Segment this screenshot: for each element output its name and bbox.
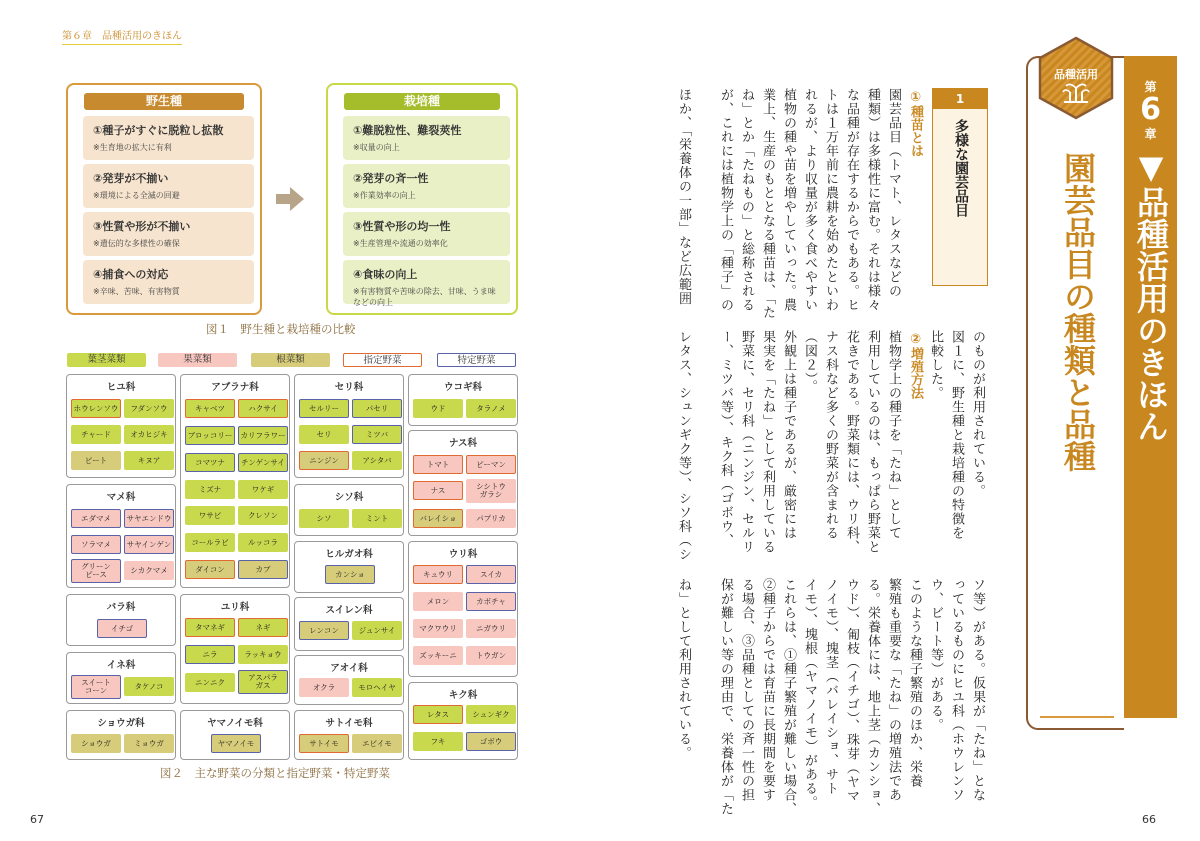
family-title: ユリ科 [220, 602, 250, 613]
wild-item [83, 212, 254, 256]
family-ukogi [408, 374, 518, 426]
page-number-right: 66 [1142, 813, 1156, 826]
vegetable-chip: モロヘイヤ [352, 678, 402, 697]
family-aburana [180, 374, 290, 588]
body-line: これらは、①種子繁殖が難しい場合、 [781, 578, 796, 816]
vegetable-chip: メロン [413, 592, 463, 611]
family-ine [66, 652, 176, 704]
cultivated-item [343, 116, 510, 160]
wild-species-panel [66, 83, 262, 315]
wild-header: 野生種 [84, 93, 244, 110]
vegetable-chip: ミョウガ [124, 734, 174, 753]
vegetable-chip: エダマメ [71, 509, 121, 528]
chapter-label-bottom: 章 [1144, 127, 1157, 141]
body-line: 外観上は種子であるが、厳密には [781, 330, 796, 540]
body-line: 果実を「たね」として利用している [760, 330, 775, 554]
family-uri [408, 541, 518, 677]
vegetable-chip: サヤエンドウ [124, 509, 174, 528]
cultivated-species-panel [326, 83, 518, 315]
cultivated-item-note: ※生産管理や流通の効率化 [353, 239, 448, 248]
body-line: 繁殖も重要な「たね」の増殖法であ [886, 578, 901, 802]
family-title: イネ科 [106, 660, 136, 671]
body-line: な品種が存在するからでもある。ヒ [844, 88, 859, 312]
body-line: ウ、ビート等）がある。 [928, 578, 943, 732]
cultivated-item-note: ※有害物質や苦味の除去、甘味、うま味などの向上 [353, 287, 496, 307]
body-line: 図１に、野生種と栽培種の特徴を [949, 330, 964, 540]
vegetable-chip: シソ [299, 509, 349, 528]
cultivated-item-title: ①難脱粒性、難裂莢性 [353, 124, 462, 137]
vegetable-chip: ルッコラ [238, 533, 288, 552]
vegetable-chip: ニンニク [185, 673, 235, 692]
vegetable-chip: ホウレンソウ [71, 399, 121, 418]
vegetable-chip: ショウガ [71, 734, 121, 753]
legend-fruit-vegetables: 果菜類 [158, 353, 237, 367]
body-line: っているものにヒユ科（ホウレンソ [949, 578, 964, 802]
vegetable-chip: セリ [299, 425, 349, 444]
family-title: ショウガ科 [97, 718, 145, 729]
wild-item [83, 116, 254, 160]
family-seri [294, 374, 404, 478]
wild-item [83, 260, 254, 304]
body-line: のものが利用されている。 [970, 330, 985, 498]
family-title: ウリ科 [448, 549, 478, 560]
chapter-number-block [1124, 78, 1177, 142]
body-line: 保が難しい等の理由で、栄養体が「た [718, 578, 733, 816]
family-title: ヒユ科 [106, 382, 136, 393]
family-mame [66, 484, 176, 588]
vegetable-chip: レタス [413, 705, 463, 724]
cultivated-item-note: ※収量の向上 [353, 143, 400, 152]
chapter-label-top: 第 [1144, 80, 1157, 94]
vegetable-chip: ジュンサイ [352, 621, 402, 640]
vegetable-chip: カンショ [325, 565, 375, 584]
body-line: ナス科など多くの野菜が含まれる [823, 330, 838, 540]
family-title: マメ科 [106, 492, 136, 503]
vegetable-chip: ゴボウ [466, 732, 516, 751]
body-line: れるが、より収量が多く食べやすい [802, 88, 817, 312]
legend-designated-vegetables: 指定野菜 [343, 353, 422, 367]
vegetable-chip: スイカ [466, 565, 516, 584]
wild-item-title: ②発芽が不揃い [93, 172, 169, 185]
family-yuri [180, 594, 290, 704]
body-line: 野菜に、セリ科（ニンジン、セルリ [739, 330, 754, 554]
cultivated-item [343, 260, 510, 307]
cultivated-item-title: ②発芽の斉一性 [353, 172, 429, 185]
vegetable-chip: タマネギ [185, 618, 235, 637]
legend-leaf-vegetables: 葉茎菜類 [67, 353, 146, 367]
figure1-caption: 図１ 野生種と栽培種の比較 [206, 322, 356, 336]
vegetable-chip: キュウリ [413, 565, 463, 584]
cultivated-header: 栽培種 [344, 93, 500, 110]
wild-item [83, 164, 254, 208]
family-shouga [66, 710, 176, 760]
vegetable-chip: ニガウリ [466, 619, 516, 638]
category-tag: 品種活用 [1054, 68, 1098, 81]
vegetable-chip: ナス [413, 481, 463, 500]
vegetable-chip: バレイショ [413, 509, 463, 528]
family-title: サトイモ科 [325, 718, 373, 729]
vegetable-chip: ブロッコリー [185, 426, 235, 445]
family-bara [66, 594, 176, 646]
chapter-title: 園芸品目の種類と品種 [1059, 152, 1097, 472]
body-line: ね」とか「たねもの」と総称される [739, 88, 754, 312]
vegetable-chip: クレソン [238, 506, 288, 525]
body-line: ノイモ）、塊茎（バレイショ、サト [823, 578, 838, 796]
figure2-caption: 図２ 主な野菜の分類と指定野菜・特定野菜 [160, 766, 390, 780]
right-arrow-icon [276, 186, 306, 212]
vegetable-chip: フダンソウ [124, 399, 174, 418]
body-line: が、これには植物学上の「種子」の [718, 88, 733, 312]
section-number: 1 [933, 89, 987, 109]
body-line: 植物学上の種子を「たね」として [886, 330, 901, 540]
family-suiren [294, 597, 404, 651]
family-kiku [408, 682, 518, 760]
family-title: ウコギ科 [443, 382, 482, 393]
vegetable-chip: マクワウリ [413, 619, 463, 638]
body-line: ソ等）がある。仮果が「たね」とな [970, 578, 985, 802]
chapter-subtitle: ▼品種活用のきほん [1132, 148, 1170, 442]
family-title: ナス科 [448, 438, 478, 449]
vegetable-chip: パプリカ [466, 509, 516, 528]
body-line: 利用しているのは、もっぱら野菜と [865, 330, 880, 554]
vegetable-chip: ビート [71, 451, 121, 470]
vegetable-chip: コマツナ [185, 453, 235, 472]
section-heading-box [932, 88, 988, 286]
body-line: る。栄養体には、地上茎（カンショ、 [865, 578, 880, 816]
vegetable-chip: ソラマメ [71, 535, 121, 554]
body-line: ね」として利用されている。 [676, 578, 691, 760]
chapter-frame-rule [1040, 716, 1114, 718]
section-title: 多様な園芸品目 [953, 119, 969, 217]
page-number-left: 67 [30, 813, 44, 826]
vegetable-chip: パセリ [352, 399, 402, 418]
vegetable-chip: ネギ [238, 618, 288, 637]
vegetable-chip: ミズナ [185, 480, 235, 499]
family-hirugao [294, 541, 404, 593]
vegetable-chip: サヤインゲン [124, 535, 174, 554]
body-line: レタス、シュンギク等）、シソ科（シ [676, 330, 691, 562]
body-line: イモ）、塊根（ヤマノイモ）がある。 [802, 578, 817, 810]
vegetable-chip: ラッキョウ [238, 645, 288, 664]
vegetable-chip: キヌア [124, 451, 174, 470]
body-line: トは１万年前に農耕を始めたといわ [823, 88, 838, 312]
vegetable-chip: ヤマノイモ [211, 734, 261, 753]
vegetable-chip: ミント [352, 509, 402, 528]
vegetable-chip: ワケギ [238, 480, 288, 499]
family-hiyu [66, 374, 176, 478]
vegetable-chip: ニンジン [299, 451, 349, 470]
cultivated-item-title: ③性質や形の均一性 [353, 220, 451, 233]
vegetable-chip: ニラ [185, 645, 235, 664]
body-line: ー、ミツバ等）、キク科（ゴボウ、 [718, 330, 733, 548]
body-line: （図２）。 [802, 330, 817, 394]
vegetable-chip: アスパラ ガス [238, 670, 288, 694]
vegetable-chip: カボチャ [466, 592, 516, 611]
body-line: ウド）、匍枝（イチゴ）、珠芽（ヤマ [844, 578, 859, 803]
vegetable-chip: ワサビ [185, 506, 235, 525]
family-title: スイレン科 [325, 605, 373, 616]
vegetable-chip: アシタバ [352, 451, 402, 470]
vegetable-chip: トマト [413, 455, 463, 474]
vegetable-chip: フキ [413, 732, 463, 751]
cultivated-item-title: ④食味の向上 [353, 268, 418, 281]
family-title: キク科 [448, 690, 478, 701]
family-nasu [408, 430, 518, 536]
vegetable-chip: タケノコ [124, 677, 174, 696]
vegetable-chip: サトイモ [299, 734, 349, 753]
family-title: ヒルガオ科 [325, 549, 373, 560]
subheading-seeds: ①種苗とは [908, 90, 923, 157]
body-line: 種類）は多様性に富む。それは様々 [865, 88, 880, 312]
vegetable-chip: ミツバ [352, 425, 402, 444]
cultivated-item [343, 164, 510, 208]
body-line: このような種子繁殖のほか、栄養 [907, 578, 922, 788]
vegetable-chip: ウド [413, 399, 463, 418]
vegetable-chip: オカヒジキ [124, 425, 174, 444]
body-line: 業上、生産のもととなる種苗は、「た [760, 88, 775, 320]
wild-item-title: ③性質や形が不揃い [93, 220, 191, 233]
body-line: ほか、「栄養体の一部」など広範囲 [676, 88, 691, 306]
vegetable-chip: シシトウ ガラシ [466, 479, 516, 503]
cultivated-item-note: ※作業効率の向上 [353, 191, 416, 200]
vegetable-chip: カリフラワー [238, 426, 288, 445]
vegetable-chip: グリーン ピース [71, 559, 121, 583]
running-head: 第６章 品種活用のきほん [62, 27, 182, 45]
wild-item-note: ※辛味、苦味、有害物質 [93, 287, 180, 296]
vegetable-chip: エビイモ [352, 734, 402, 753]
vegetable-chip: セルリー [299, 399, 349, 418]
vegetable-chip: カブ [238, 560, 288, 579]
wild-item-note: ※生育地の拡大に有利 [93, 143, 172, 152]
body-line: ②種子からでは育苗に長期間を要す [760, 578, 775, 802]
wild-item-note: ※環境による全滅の回避 [93, 191, 180, 200]
chapter-number: 6 [1140, 92, 1161, 127]
family-yamanoimo [180, 710, 290, 760]
wild-item-title: ①種子がすぐに脱粒し拡散 [93, 124, 224, 137]
family-title: ヤマノイモ科 [207, 718, 263, 729]
family-title: バラ科 [106, 602, 136, 613]
subheading-propagation: ②増殖方法 [908, 332, 923, 399]
vegetable-chip: チンゲンサイ [238, 453, 288, 472]
family-shiso [294, 484, 404, 536]
family-title: アオイ科 [330, 663, 368, 674]
legend-specified-vegetables: 特定野菜 [437, 353, 516, 367]
body-line: 園芸品目（トマト、レタスなどの [886, 88, 901, 298]
body-line: 植物の種や苗を増やしていった。農 [781, 88, 796, 312]
body-line: 比較した。 [928, 330, 943, 400]
vegetable-chip: シュンギク [466, 705, 516, 724]
vegetable-chip: レンコン [299, 621, 349, 640]
family-aoi [294, 655, 404, 705]
body-line: 花きである。野菜類には、ウリ科、 [844, 330, 859, 554]
cultivated-item [343, 212, 510, 256]
vegetable-chip: ピーマン [466, 455, 516, 474]
vegetable-chip: ハクサイ [238, 399, 288, 418]
vegetable-chip: タラノメ [466, 399, 516, 418]
legend-root-vegetables: 根菜類 [251, 353, 330, 367]
family-satoimo [294, 710, 404, 760]
wild-item-note: ※遺伝的な多様性の確保 [93, 239, 180, 248]
vegetable-chip: ズッキーニ [413, 646, 463, 665]
wild-item-title: ④捕食への対応 [93, 268, 169, 281]
vegetable-chip: オクラ [299, 678, 349, 697]
family-title: セリ科 [334, 382, 364, 393]
vegetable-chip: イチゴ [97, 619, 147, 638]
vegetable-chip: スイート コーン [71, 675, 121, 699]
vegetable-chip: コールラビ [185, 533, 235, 552]
family-title: シソ科 [334, 492, 364, 503]
vegetable-chip: キャベツ [185, 399, 235, 418]
vegetable-chip: チャード [71, 425, 121, 444]
vegetable-chip: ダイコン [185, 560, 235, 579]
family-title: アブラナ科 [211, 382, 259, 393]
body-line: る場合、③品種としての斉一性の担 [739, 578, 754, 802]
vegetable-chip: シカクマメ [124, 561, 174, 580]
vegetable-chip: トウガン [466, 646, 516, 665]
